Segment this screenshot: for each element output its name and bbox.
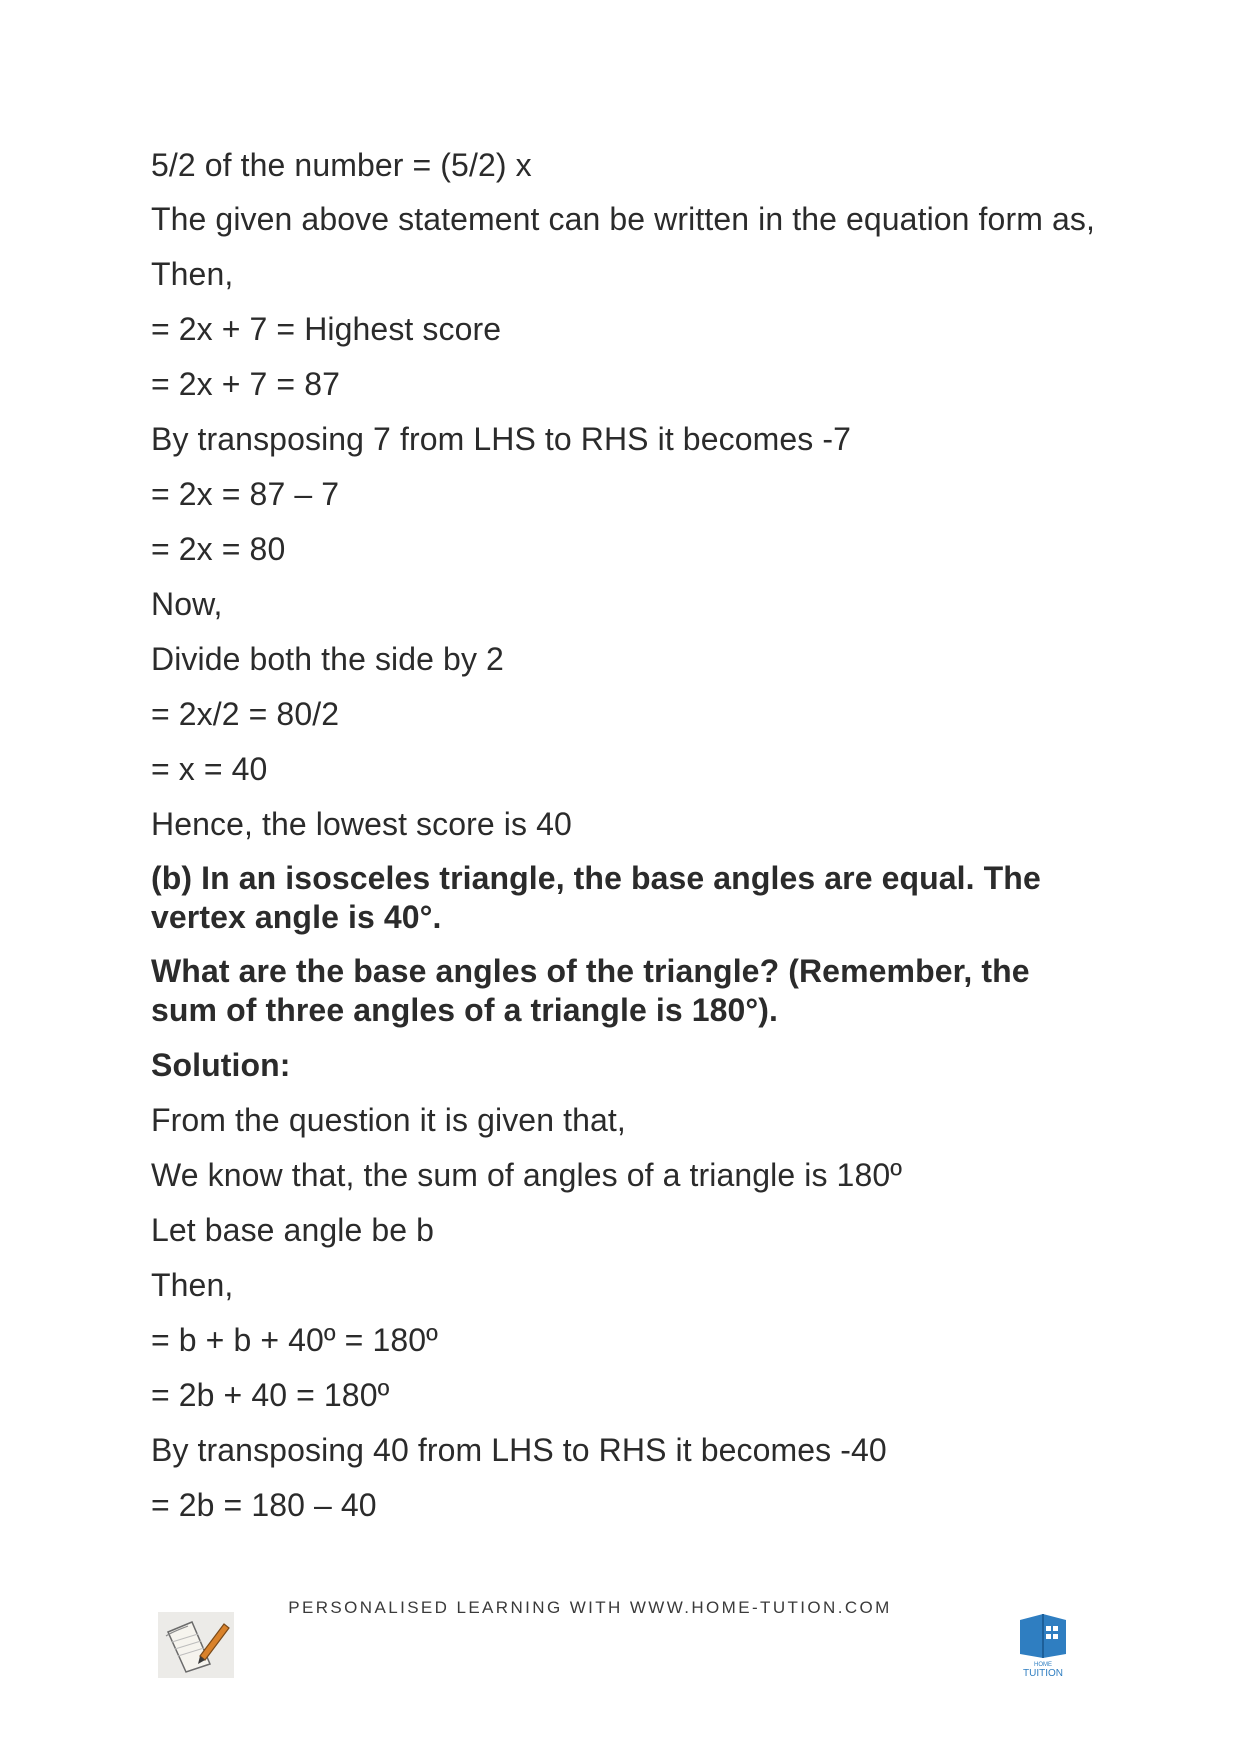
notepad-pencil-icon	[158, 1612, 234, 1678]
equation-line: = 2x/2 = 80/2	[151, 696, 340, 732]
text-line: From the question it is given that,	[151, 1102, 626, 1138]
equation-line: = b + b + 40º = 180º	[151, 1322, 438, 1358]
text-line: Then,	[151, 1267, 234, 1303]
logo-text-top: HOME	[1034, 1662, 1052, 1668]
question-heading: What are the base angles of the triangle? (Remember, the sum of three angles of a triangle is 180°).	[151, 953, 1030, 1028]
text-line: Divide both the side by 2	[151, 641, 504, 677]
document-body	[151, 145, 1101, 1540]
footer-tagline: PERSONALISED LEARNING WITH WWW.HOME-TUTION.COM	[288, 1598, 892, 1617]
text-line: Let base angle be b	[151, 1212, 435, 1248]
text-line: Now,	[151, 586, 223, 622]
question-heading: (b) In an isosceles triangle, the base angles are equal. The vertex angle is 40°.	[151, 860, 1041, 935]
equation-line: = 2x = 87 – 7	[151, 476, 340, 512]
text-line: By transposing 7 from LHS to RHS it becomes -7	[151, 421, 851, 457]
home-tuition-logo	[1010, 1614, 1076, 1680]
equation-line: = 2b = 180 – 40	[151, 1487, 377, 1523]
solution-label: Solution:	[151, 1047, 291, 1083]
text-line: The given above statement can be written in the equation form as,	[151, 201, 1095, 237]
equation-line: = 2x + 7 = Highest score	[151, 311, 502, 347]
text-line: Then,	[151, 256, 234, 292]
equation-line: = 2x = 80	[151, 531, 286, 567]
equation-line: = 2b + 40 = 180º	[151, 1377, 390, 1413]
equation-line: = x = 40	[151, 751, 268, 787]
equation-line: = 2x + 7 = 87	[151, 366, 341, 402]
text-line: By transposing 40 from LHS to RHS it becomes -40	[151, 1432, 887, 1468]
text-line: We know that, the sum of angles of a triangle is 180º	[151, 1157, 903, 1193]
logo-text-bottom: TUITION	[1023, 1668, 1063, 1679]
text-line: 5/2 of the number = (5/2) x	[151, 147, 532, 183]
answer-line: Hence, the lowest score is 40	[151, 806, 572, 842]
